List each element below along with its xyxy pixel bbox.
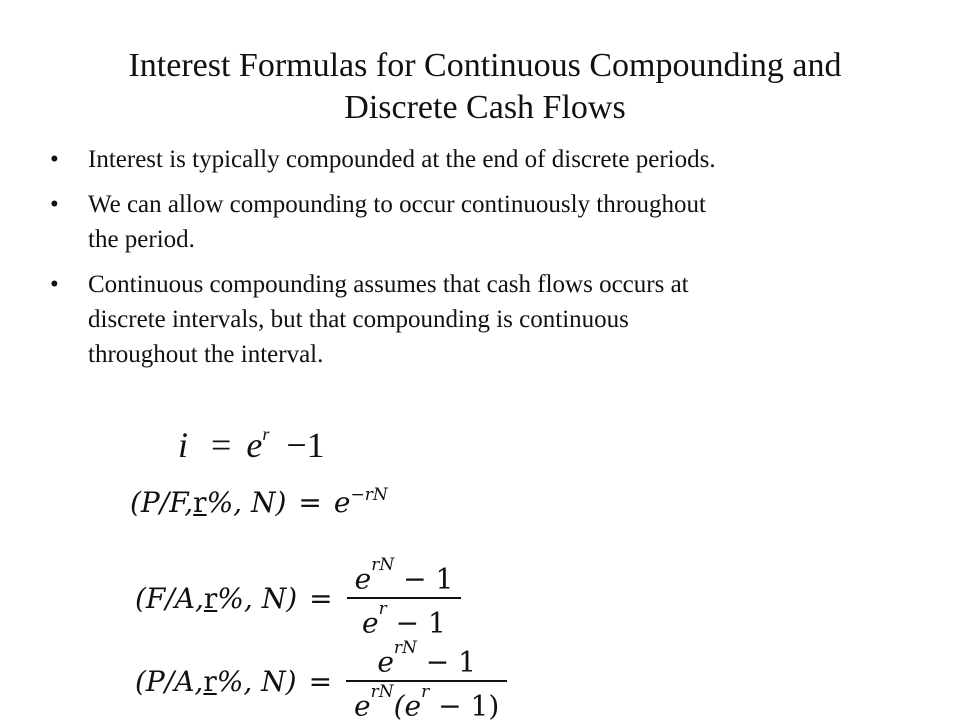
formula-tail: − 1): [429, 689, 500, 723]
formula-tail: −1: [286, 425, 325, 465]
formula-exponent: r: [421, 682, 430, 703]
formula-lhs-open: (P/F,: [130, 486, 194, 519]
formula-rate: r: [203, 664, 217, 698]
bullet-text: discrete intervals, but that compounding is continuous: [88, 306, 629, 333]
formula-i-symbol: i: [178, 425, 189, 465]
slide-title-line-2: Discrete Cash Flows: [344, 88, 626, 126]
formula-lhs-close: %, N): [206, 486, 287, 519]
formula-pf: [130, 486, 388, 519]
formula-numerator: [369, 638, 484, 680]
bullet-icon: •: [50, 146, 59, 173]
formula-lhs-close: %, N): [217, 581, 298, 615]
formula-lhs-open: (P/A,: [135, 664, 204, 698]
bullet-text: Interest is typically compounded at the end of discrete periods.: [88, 146, 716, 173]
formula-exponent: rN: [393, 638, 417, 658]
formula-e-base: e: [377, 645, 394, 679]
bullet-icon: •: [50, 191, 59, 218]
formula-exponent: rN: [371, 555, 395, 575]
formula-equals: =: [309, 581, 333, 615]
formula-tail: − 1: [394, 562, 454, 596]
formula-tail: − 1: [416, 645, 476, 679]
formula-exponent: rN: [370, 682, 394, 703]
bullet-text: the period.: [88, 226, 195, 253]
formula-equals: =: [211, 425, 232, 465]
bullet-text: Continuous compounding assumes that cash flows occurs at: [88, 271, 689, 298]
formula-e-base: e: [333, 486, 351, 519]
formula-rate: r: [203, 581, 218, 615]
formula-exponent: r: [378, 599, 387, 620]
formula-e-base: e: [362, 606, 379, 640]
bullet-item: [48, 142, 908, 177]
formula-tail: − 1: [386, 606, 446, 640]
formula-e-base: e: [354, 689, 371, 723]
slide-title-line-1: Interest Formulas for Continuous Compounding and: [128, 46, 842, 84]
formula-e-base: e: [246, 425, 263, 465]
formula-pa: [135, 638, 507, 725]
formula-exponent: r: [262, 424, 270, 444]
bullet-item: [48, 267, 908, 372]
formula-denominator: [346, 682, 507, 724]
formula-e-base: e: [354, 562, 372, 596]
formula-fa: [135, 555, 461, 642]
formula-exponent: −rN: [350, 484, 388, 505]
bullet-text: throughout the interval.: [88, 341, 324, 368]
formula-denominator: [354, 599, 454, 641]
bullet-list: [48, 142, 908, 382]
formula-fraction: [347, 555, 462, 642]
bullet-text: We can allow compounding to occur continuously throughout: [88, 191, 707, 218]
formula-lhs-open: (F/A,: [135, 581, 204, 615]
formula-numerator: [347, 555, 462, 597]
formula-equals: =: [308, 664, 333, 698]
formula-mid: (e: [393, 689, 422, 723]
slide-title: [60, 45, 910, 129]
formula-effective-rate: [178, 414, 325, 469]
formula-rate: r: [193, 486, 207, 519]
formula-equals: =: [298, 486, 322, 519]
formula-lhs-close: %, N): [216, 664, 297, 698]
bullet-item: [48, 187, 908, 257]
formula-fraction: [346, 638, 507, 725]
bullet-icon: •: [50, 271, 59, 298]
